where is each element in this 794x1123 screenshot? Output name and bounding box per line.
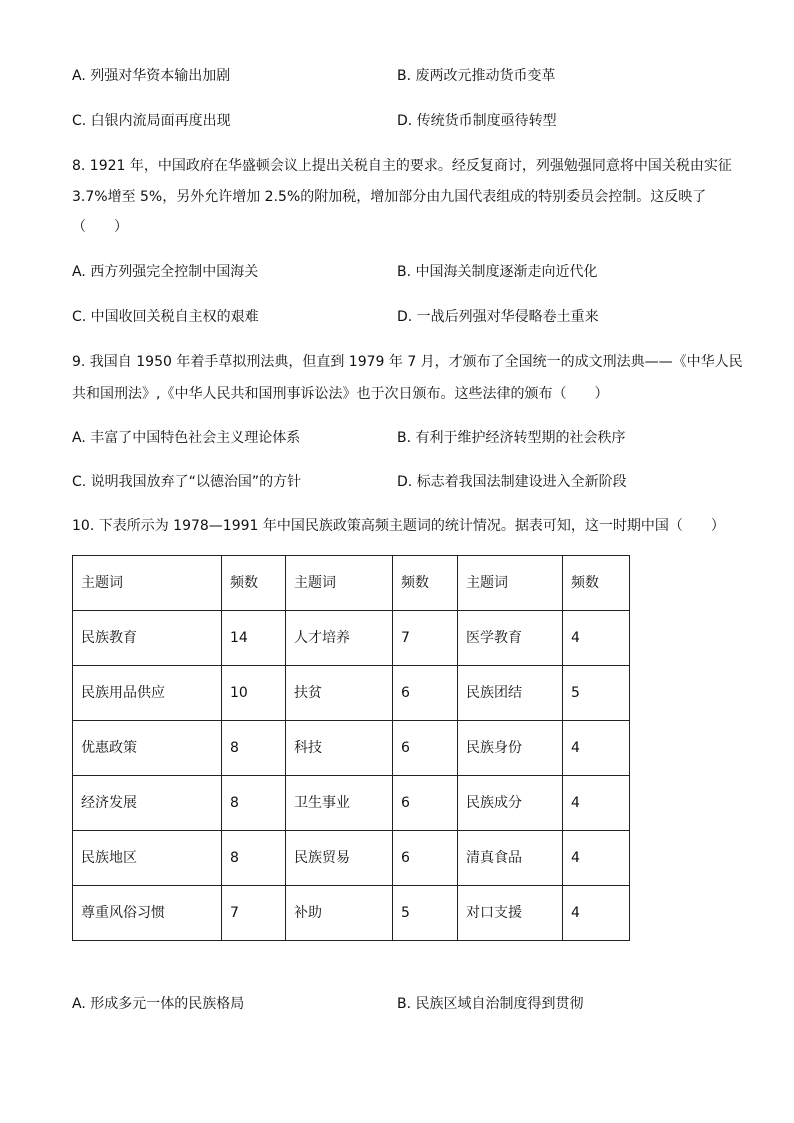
table-cell: 民族身份 — [458, 721, 563, 776]
table-cell: 6 — [393, 831, 458, 886]
q7-option-c: C. 白银内流局面再度出现 — [72, 113, 231, 129]
table-row — [73, 666, 630, 721]
table-cell: 6 — [393, 666, 458, 721]
table-cell: 4 — [563, 611, 630, 666]
table-cell: 7 — [222, 886, 286, 941]
table-row — [73, 886, 630, 941]
q8-stem-line-2: 3.7%增至 5%，另外允许增加 2.5%的附加税，增加部分由九国代表组成的特别委员会控制。这反映了 — [72, 189, 707, 205]
table-cell: 民族教育 — [73, 611, 222, 666]
table-cell: 8 — [222, 776, 286, 831]
table-cell: 民族用品供应 — [73, 666, 222, 721]
table-cell: 5 — [563, 666, 630, 721]
q8-option-c: C. 中国收回关税自主权的艰难 — [72, 309, 259, 325]
table-cell: 科技 — [286, 721, 393, 776]
table-cell: 卫生事业 — [286, 776, 393, 831]
q8-stem-line-1: 8. 1921 年，中国政府在华盛顿会议上提出关税自主的要求。经反复商讨，列强勉强同意将中国关税由实征 — [72, 158, 732, 174]
header-cell: 频数 — [563, 556, 630, 611]
table-row — [73, 776, 630, 831]
q9-stem-line-2: 共和国刑法》,《中华人民共和国刑事诉讼法》也于次日颁布。这些法律的颁布（ ） — [72, 386, 609, 402]
table-cell: 6 — [393, 721, 458, 776]
q9-option-d: D. 标志着我国法制建设进入全新阶段 — [397, 474, 627, 490]
q8-option-d: D. 一战后列强对华侵略卷土重来 — [397, 309, 599, 325]
table-cell: 10 — [222, 666, 286, 721]
header-cell: 主题词 — [73, 556, 222, 611]
table-cell: 民族地区 — [73, 831, 222, 886]
table-cell: 8 — [222, 721, 286, 776]
table-cell: 对口支援 — [458, 886, 563, 941]
table-cell: 经济发展 — [73, 776, 222, 831]
header-cell: 频数 — [222, 556, 286, 611]
q7-option-a: A. 列强对华资本输出加剧 — [72, 68, 231, 84]
q10-option-b: B. 民族区域自治制度得到贯彻 — [397, 996, 584, 1012]
header-cell: 主题词 — [286, 556, 393, 611]
q10-option-a: A. 形成多元一体的民族格局 — [72, 996, 245, 1012]
q7-option-b: B. 废两改元推动货币变革 — [397, 68, 556, 84]
table-cell: 人才培养 — [286, 611, 393, 666]
table-cell: 5 — [393, 886, 458, 941]
q7-option-d: D. 传统货币制度亟待转型 — [397, 113, 557, 129]
header-cell: 频数 — [393, 556, 458, 611]
table-cell: 14 — [222, 611, 286, 666]
q9-option-b: B. 有利于维护经济转型期的社会秩序 — [397, 430, 626, 446]
table-cell: 4 — [563, 776, 630, 831]
table-row — [73, 831, 630, 886]
q9-option-c: C. 说明我国放弃了“以德治国”的方针 — [72, 474, 302, 490]
q8-option-b: B. 中国海关制度逐渐走向近代化 — [397, 264, 598, 280]
table-cell: 8 — [222, 831, 286, 886]
table-cell: 扶贫 — [286, 666, 393, 721]
table-cell: 6 — [393, 776, 458, 831]
q9-option-a: A. 丰富了中国特色社会主义理论体系 — [72, 430, 301, 446]
table-cell: 4 — [563, 831, 630, 886]
header-cell: 主题词 — [458, 556, 563, 611]
table-header-row — [73, 556, 630, 611]
table-cell: 优惠政策 — [73, 721, 222, 776]
table-cell: 民族贸易 — [286, 831, 393, 886]
q8-option-a: A. 西方列强完全控制中国海关 — [72, 264, 259, 280]
table-cell: 民族团结 — [458, 666, 563, 721]
keyword-frequency-table — [72, 555, 630, 941]
table-cell: 清真食品 — [458, 831, 563, 886]
table-cell: 4 — [563, 886, 630, 941]
table-row — [73, 721, 630, 776]
q10-stem: 10. 下表所示为 1978—1991 年中国民族政策高频主题词的统计情况。据表可知，这一时期中国（ ） — [72, 518, 725, 534]
table-cell: 医学教育 — [458, 611, 563, 666]
q8-stem-line-3: （ ） — [72, 219, 128, 235]
table-row — [73, 611, 630, 666]
table-cell: 4 — [563, 721, 630, 776]
table-cell: 尊重风俗习惯 — [73, 886, 222, 941]
q9-stem-line-1: 9. 我国自 1950 年着手草拟刑法典，但直到 1979 年 7 月，才颁布了全国统一的成文刑法典——《中华人民 — [72, 354, 743, 370]
table-cell: 7 — [393, 611, 458, 666]
table-cell: 民族成分 — [458, 776, 563, 831]
table-cell: 补助 — [286, 886, 393, 941]
